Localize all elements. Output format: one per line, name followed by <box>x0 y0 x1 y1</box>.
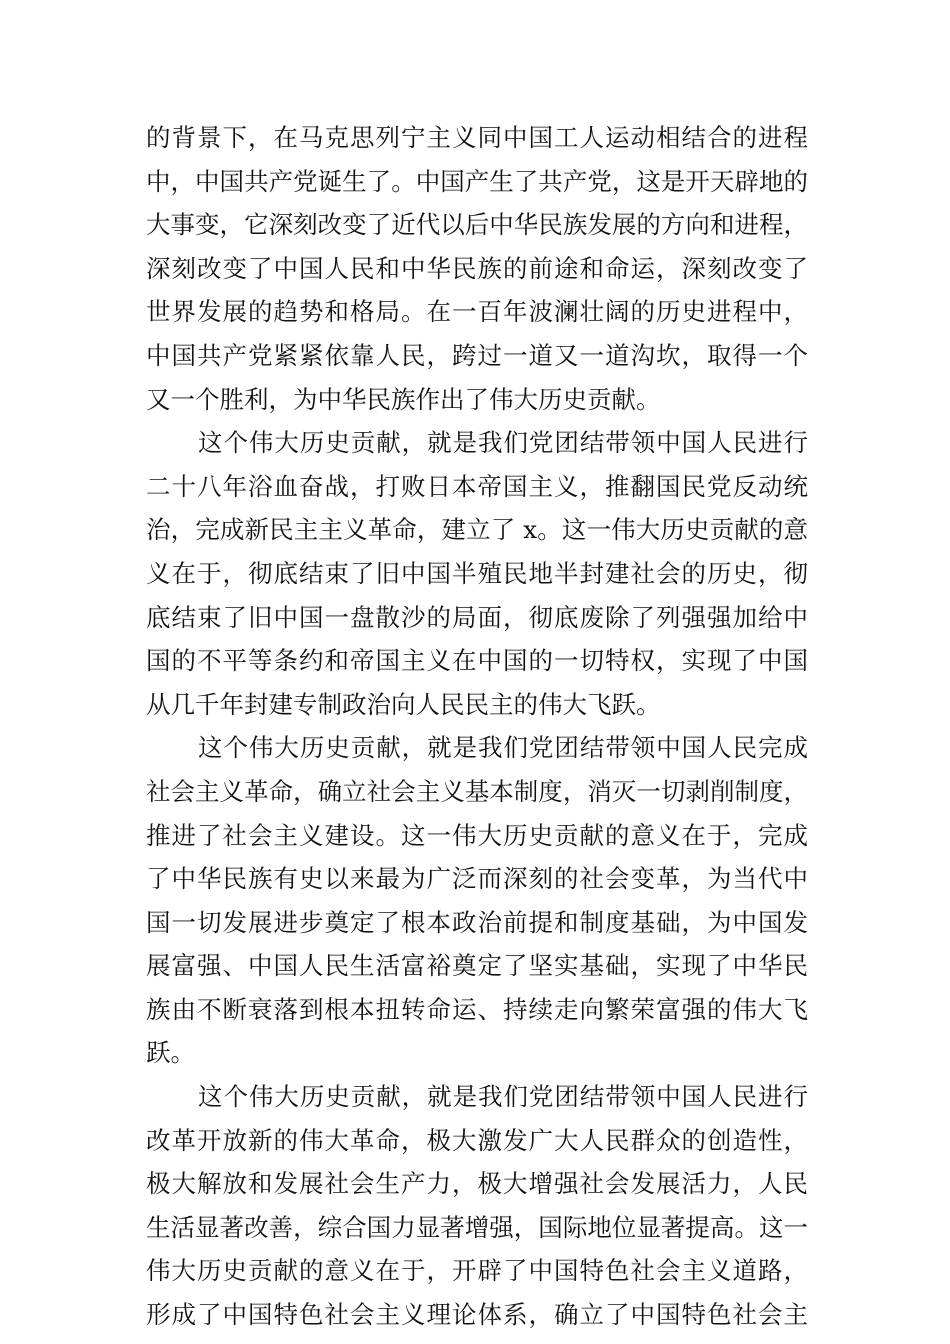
text-line: 二十八年浴血奋战，打败日本帝国主义，推翻国民党反动统 <box>146 471 808 501</box>
text-line: 大事变，它深刻改变了近代以后中华民族发展的方向和进程， <box>146 210 808 240</box>
paragraph-4 <box>146 1075 808 1337</box>
text-line: 义在于，彻底结束了旧中国半殖民地半封建社会的历史，彻 <box>146 558 808 588</box>
text-line: 了中华民族有史以来最为广泛而深刻的社会变革，为当代中 <box>146 864 808 894</box>
text-line: 形成了中国特色社会主义理论体系，确立了中国特色社会主 <box>146 1300 808 1330</box>
document-body <box>146 116 808 1337</box>
text-line: 这个伟大历史贡献，就是我们党团结带领中国人民进行 <box>198 1082 808 1112</box>
text-line: 世界发展的趋势和格局。在一百年波澜壮阔的历史进程中， <box>146 297 808 327</box>
text-line: 底结束了旧中国一盘散沙的局面，彻底废除了列强强加给中 <box>146 602 808 632</box>
text-line: 中，中国共产党诞生了。中国产生了共产党，这是开天辟地的 <box>146 166 808 196</box>
text-line: 伟大历史贡献的意义在于，开辟了中国特色社会主义道路， <box>146 1256 808 1286</box>
text-line: 族由不断衰落到根本扭转命运、持续走向繁荣富强的伟大飞 <box>146 994 808 1024</box>
text-line: 国一切发展进步奠定了根本政治前提和制度基础，为中国发 <box>146 907 808 937</box>
text-line: 深刻改变了中国人民和中华民族的前途和命运，深刻改变了 <box>146 253 808 283</box>
text-line: 社会主义革命，确立社会主义基本制度，消灭一切剥削制度， <box>146 776 808 806</box>
text-line: 的背景下，在马克思列宁主义同中国工人运动相结合的进程 <box>146 123 808 152</box>
text-line: 生活显著改善，综合国力显著增强，国际地位显著提高。这一 <box>146 1212 808 1242</box>
paragraph-3 <box>146 726 808 1075</box>
text-line: 治，完成新民主主义革命，建立了 x。这一伟大历史贡献的意 <box>146 515 808 545</box>
text-line: 推进了社会主义建设。这一伟大历史贡献的意义在于，完成 <box>146 820 808 850</box>
text-line: 国的不平等条约和帝国主义在中国的一切特权，实现了中国 <box>146 646 808 676</box>
text-line: 极大解放和发展社会生产力，极大增强社会发展活力，人民 <box>146 1169 808 1199</box>
paragraph-2 <box>146 421 808 726</box>
text-line: 跃。 <box>146 1038 195 1068</box>
paragraph-1 <box>146 116 808 421</box>
text-line: 又一个胜利，为中华民族作出了伟大历史贡献。 <box>146 384 661 414</box>
text-line: 从几千年封建专制政治向人民民主的伟大飞跃。 <box>146 689 661 719</box>
text-line: 这个伟大历史贡献，就是我们党团结带领中国人民完成 <box>198 733 808 763</box>
text-line: 展富强、中国人民生活富裕奠定了坚实基础，实现了中华民 <box>146 951 808 981</box>
text-line: 中国共产党紧紧依靠人民，跨过一道又一道沟坎，取得一个 <box>146 340 808 370</box>
text-line: 这个伟大历史贡献，就是我们党团结带领中国人民进行 <box>198 428 808 458</box>
text-line: 改革开放新的伟大革命，极大激发广大人民群众的创造性， <box>146 1125 808 1155</box>
